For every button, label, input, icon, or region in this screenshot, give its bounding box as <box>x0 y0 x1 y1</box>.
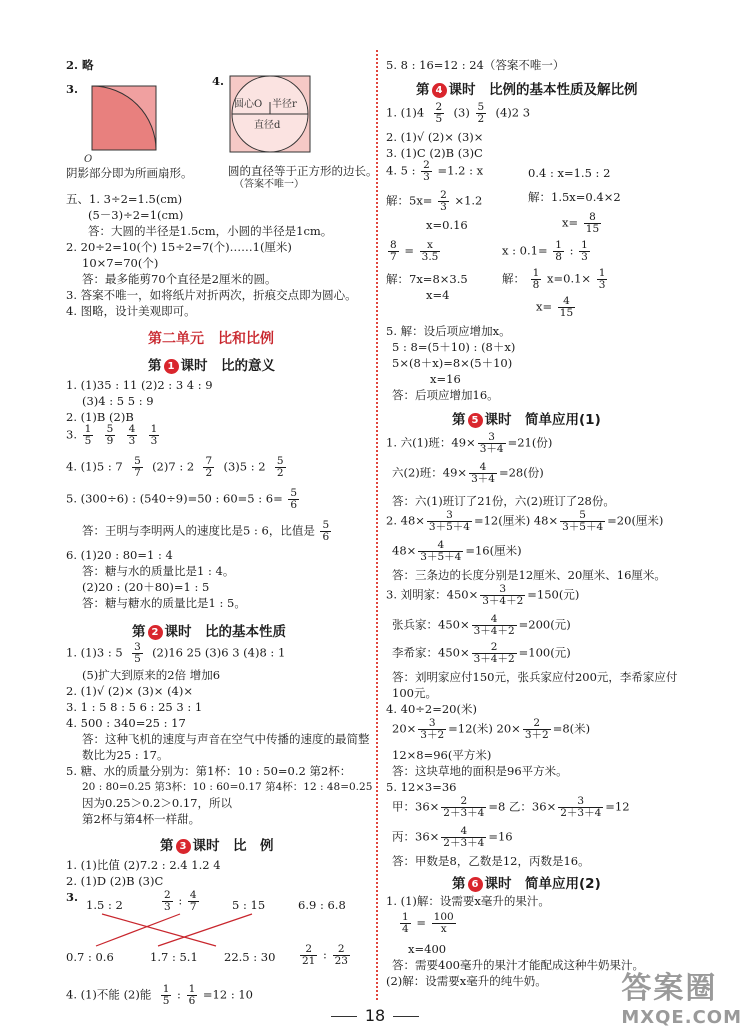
answer-line: 20× $\frac{3}{3+2}$ =12(米) 20× $\frac{2}{3+2}$ =8(米) <box>392 717 591 741</box>
answer-line: 100元。 <box>392 686 437 700</box>
answer-line: 5×(8＋x)=8×(5＋10) <box>392 356 513 370</box>
answer-line: 答：糖与糖水的质量比是1 : 5。 <box>82 596 246 610</box>
answer-line: $\frac{8}{7}$ = $\frac{x}{3.5}$ <box>390 239 439 263</box>
fraction: $\frac{1}{3}$ <box>150 423 158 447</box>
answer-line: 3. 1 : 5 8 : 5 6 : 25 3 : 1 <box>66 700 203 714</box>
lesson-title: 第 3 课时 比 例 <box>160 838 274 854</box>
answer-line: x=4 <box>426 288 450 302</box>
fraction: $\frac{5}{2}$ <box>276 455 284 479</box>
answer-line: 甲：36× $\frac{2}{2+3+4}$ =8 乙：36× $\frac{3}{2+3+4}$ =12 <box>392 795 630 819</box>
answer-line: 20 : 80=0.25 第3杯：10 : 60=0.17 第4杯：12 : 48=0.25 <box>82 781 373 793</box>
match-item: 5 : 15 <box>232 898 266 912</box>
answer-line: 张兵家：450× $\frac{4}{3+4+2}$ =200(元) <box>392 613 571 637</box>
answer-line: (5)扩大到原来的2倍 增加6 <box>82 668 221 682</box>
answer-line: (2)20 : (20＋80)=1 : 5 <box>82 580 210 594</box>
answer-line: 答：王明与李明两人的速度比是5 : 6，比值是 $\frac{5}{6}$ <box>82 519 330 543</box>
answer-line: 2. (1)D (2)B (3)C <box>66 874 164 888</box>
fraction: $\frac{1}{5}$ <box>162 983 170 1007</box>
answer-line: (3)4 : 5 5 : 9 <box>82 394 154 408</box>
answer-line: 解：1.5x=0.4×2 <box>528 190 621 204</box>
answer-line: x= $\frac{4}{15}$ <box>536 295 574 319</box>
lesson-title: 第 2 课时 比的基本性质 <box>132 624 286 640</box>
center-label: 圆心O <box>234 99 263 110</box>
answer-line: 4. (1)5 : 7 $\frac{5}{7}$ (2)7 : 2 $\frac{7}{2}$ (3)5 : 2 $\frac{5}{2}$ <box>66 455 284 479</box>
answer-line: 12×8=96(平方米) <box>392 748 492 762</box>
fraction: $\frac{5}{6}$ <box>290 487 298 511</box>
answer-line: 1. (1)4 $\frac{2}{5}$ (3) $\frac{5}{2}$ (4)2 3 <box>386 101 531 125</box>
match-item: 6.9 : 6.8 <box>298 898 346 912</box>
answer-line: 4. 500 : 340=25 : 17 <box>66 716 186 730</box>
answer-line: 1. (1)比值 (2)7.2 : 2.4 1.2 4 <box>66 858 221 872</box>
answer-line: 6. (1)20 : 80=1 : 4 <box>66 548 173 562</box>
answer-line: 4. <box>212 74 225 88</box>
answer-line: （答案不唯一） <box>234 179 304 190</box>
page-number: 18 <box>0 1006 750 1025</box>
answer-line: 5. 糖、水的质量分别为：第1杯：10 : 50=0.2 第2杯： <box>66 764 352 778</box>
match-item: $\frac{2}{21}$ : $\frac{2}{23}$ <box>302 943 348 967</box>
lesson-title: 第 4 课时 比例的基本性质及解比例 <box>416 82 638 98</box>
answer-line: 2. (1)√ (2)× (3)× <box>386 130 484 144</box>
answer-line: 1. (1)35 : 11 (2)2 : 3 4 : 9 <box>66 378 213 392</box>
fraction: $\frac{3}{5}$ <box>134 641 141 665</box>
fraction: $\frac{5}{6}$ <box>322 519 330 543</box>
answer-line: 答：糖与水的质量比是1 : 4。 <box>82 564 235 578</box>
fraction: $\frac{7}{2}$ <box>205 455 213 479</box>
answer-line: 4. 5 : $\frac{2}{3}$ =1.2 : x <box>386 159 484 183</box>
fraction: $\frac{5}{7}$ <box>134 455 141 479</box>
sector-figure <box>84 82 164 164</box>
fraction: $\frac{5}{9}$ <box>106 423 114 447</box>
answer-line: x=0.16 <box>426 218 468 232</box>
answer-line: 第2杯与第4杯一样甜。 <box>82 812 201 826</box>
answer-line: 答：刘明家应付150元，张兵家应付200元，李希家应付 <box>392 670 678 684</box>
answer-line: 5. (300÷6) : (540÷9)=50 : 60=5 : 6= $\frac{5}{6}$ <box>66 487 298 511</box>
answer-line: 2. 20÷2=10(个) 15÷2=7(个)……1(厘米) <box>66 240 292 254</box>
answer-line: 1. 六(1)班：49× $\frac{3}{3+4}$ =21(份) <box>386 431 553 455</box>
answer-line: 10×7=70(个) <box>82 256 159 270</box>
answer-line: (2)解：设需要x毫升的纯牛奶。 <box>386 974 547 988</box>
answer-line: 5. 解：设后项应增加x。 <box>386 324 511 338</box>
watermark-logo: 答案圈 MXQE.COM <box>621 971 742 1028</box>
fraction: $\frac{4}{3}$ <box>128 423 136 447</box>
answer-line: x= $\frac{8}{15}$ <box>562 211 600 235</box>
unit-title: 第二单元 比和比例 <box>148 331 274 347</box>
answer-line: 2. (1)B (2)B <box>66 410 134 424</box>
answer-line: 答：这块草地的面积是96平方米。 <box>392 764 568 778</box>
answer-line: x=400 <box>408 942 447 956</box>
lesson-title: 第 1 课时 比的意义 <box>148 358 275 374</box>
answer-line: 2. (1)√ (2)× (3)× (4)× <box>66 684 193 698</box>
answer-line: 答：大圆的半径是1.5cm，小圆的半径是1cm。 <box>88 224 333 238</box>
answer-line: 3. <box>66 890 79 904</box>
answer-line: $\frac{1}{4}$ = $\frac{100}{x}$ <box>402 911 454 935</box>
answer-line: 数比为25 : 17。 <box>82 748 169 762</box>
match-item: $\frac{2}{3}$ : $\frac{4}{7}$ <box>164 889 197 913</box>
answer-line: 2. 48× $\frac{3}{3+5+4}$ =12(厘米) 48× $\frac{5}{3+5+4}$ =20(厘米) <box>386 509 664 533</box>
fraction: $\frac{1}{5}$ <box>84 423 92 447</box>
lesson-title: 第 5 课时 简单应用(1) <box>452 412 601 428</box>
answer-line: 六(2)班：49× $\frac{4}{3+4}$ =28(份) <box>392 461 544 485</box>
match-item: 1.5 : 2 <box>86 898 123 912</box>
answer-line: 解：5x= $\frac{2}{3}$ ×1.2 <box>386 189 483 213</box>
answer-line: 答：最多能剪70个直径是2厘米的圆。 <box>82 272 277 286</box>
origin-label: O <box>84 154 93 164</box>
answer-line: 4. 图略，设计美观即可。 <box>66 304 196 318</box>
answer-line: 4. 40÷2=20(米) <box>386 702 477 716</box>
answer-line: 解： $\frac{1}{8}$ x=0.1× $\frac{1}{3}$ <box>502 267 606 291</box>
answer-line: 2. 略 <box>66 58 94 72</box>
answer-line: 答：这种飞机的速度与声音在空气中传播的速度的最简整 <box>82 732 370 746</box>
radius-label: 半径r <box>272 99 297 110</box>
column-divider <box>376 50 378 1000</box>
answer-line: 5 : 8=(5＋10) : (8＋x) <box>392 340 516 354</box>
answer-line: 5. 12×3=36 <box>386 780 457 794</box>
answer-line: x=16 <box>430 372 461 386</box>
answer-line: 答：三条边的长度分别是12厘米、20厘米、16厘米。 <box>392 568 666 582</box>
answer-line: 答：甲数是8，乙数是12，丙数是16。 <box>392 854 590 868</box>
answer-line: 4. (1)不能 (2)能 $\frac{1}{5}$ : $\frac{1}{6}$ =12 : 10 <box>66 983 253 1007</box>
lesson-title: 第 6 课时 简单应用(2) <box>452 876 601 892</box>
answer-line: 答：六(1)班订了21份，六(2)班订了28份。 <box>392 494 615 508</box>
answer-line: 3. <box>66 82 79 96</box>
answer-line: 五、1. 3÷2=1.5(cm) <box>66 192 183 206</box>
answer-line: 3. 刘明家：450× $\frac{3}{3+4+2}$ =150(元) <box>386 583 580 607</box>
diameter-label: 直径d <box>254 120 281 131</box>
answer-line: 0.4 : x=1.5 : 2 <box>528 166 611 180</box>
answer-line: 因为0.25＞0.2＞0.17，所以 <box>82 796 232 810</box>
answer-line: 圆的直径等于正方形的边长。 <box>228 164 378 178</box>
answer-line: 答：需要400毫升的果汁才能配成这种牛奶果汁。 <box>392 958 644 972</box>
answer-line: (5－3)÷2=1(cm) <box>88 208 184 222</box>
answer-line: 李希家：450× $\frac{2}{3+4+2}$ =100(元) <box>392 641 571 665</box>
answer-line: x : 0.1= $\frac{1}{8}$ : $\frac{1}{3}$ <box>502 239 588 263</box>
answer-line: 48× $\frac{4}{3+5+4}$ =16(厘米) <box>392 539 522 563</box>
answer-line: 1. (1)3 : 5 $\frac{3}{5}$ (2)16 25 (3)6 3 (4)8 : 1 <box>66 641 286 665</box>
match-item: 0.7 : 0.6 <box>66 950 114 964</box>
answer-line: 丙：36× $\frac{4}{2+3+4}$ =16 <box>392 825 513 849</box>
answer-line: 答：后项应增加16。 <box>392 388 499 402</box>
fraction: $\frac{1}{6}$ <box>188 983 196 1007</box>
answer-line: 1. (1)解：设需要x毫升的果汁。 <box>386 894 550 908</box>
answer-line: 3. $\frac{1}{5}$ $\frac{5}{9}$ $\frac{4}{3}$ $\frac{1}{3}$ <box>66 423 158 447</box>
answer-line: 阴影部分即为所画扇形。 <box>66 166 193 180</box>
answer-line: 解：7x=8×3.5 <box>386 272 468 286</box>
match-item: 1.7 : 5.1 <box>150 950 198 964</box>
answer-line: 5. 8 : 16=12 : 24（答案不唯一） <box>386 58 565 72</box>
circle-in-square-figure <box>226 74 318 156</box>
answer-line: 3. 答案不唯一，如将纸片对折两次，折痕交点即为圆心。 <box>66 288 357 302</box>
answer-line: 3. (1)C (2)B (3)C <box>386 146 483 160</box>
match-item: 22.5 : 30 <box>224 950 276 964</box>
